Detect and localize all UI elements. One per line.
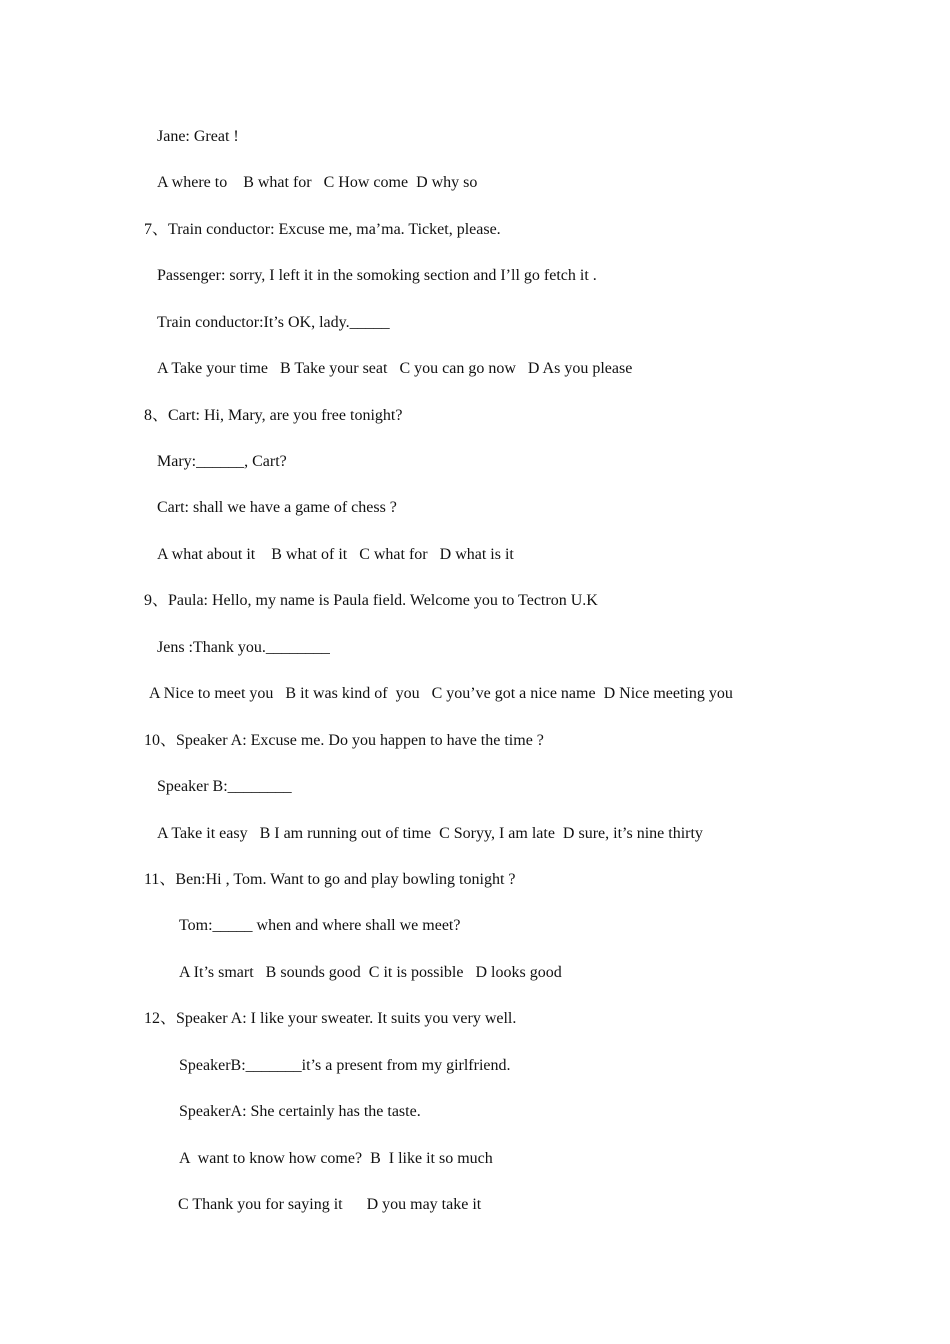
options-q7: A Take your time B Take your seat C you can go now D As you please: [157, 360, 633, 377]
question-10: 10、Speaker A: Excuse me. Do you happen to have the time ?: [144, 732, 544, 749]
options-q10: A Take it easy B I am running out of time C Soryy, I am late D sure, it’s nine thirty: [157, 825, 703, 842]
dialogue-line-conductor: Train conductor:It’s OK, lady._____: [157, 314, 390, 331]
dialogue-line-speaker-a-12: SpeakerA: She certainly has the taste.: [179, 1103, 421, 1120]
dialogue-line-mary: Mary:______, Cart?: [157, 453, 287, 470]
options-q12-cd: C Thank you for saying it D you may take it: [178, 1196, 482, 1213]
dialogue-line-passenger: Passenger: sorry, I left it in the somoking section and I’ll go fetch it .: [157, 267, 597, 284]
dialogue-line-speaker-b: Speaker B:________: [157, 778, 292, 795]
options-q9: A Nice to meet you B it was kind of you C you’ve got a nice name D Nice meeting you: [149, 685, 733, 702]
options-q12-ab: A want to know how come? B I like it so much: [179, 1150, 493, 1167]
question-9: 9、Paula: Hello, my name is Paula field. Welcome you to Tectron U.K: [144, 592, 598, 609]
dialogue-line-tom: Tom:_____ when and where shall we meet?: [179, 917, 461, 934]
dialogue-line-jane: Jane: Great !: [157, 128, 239, 145]
question-11: 11、Ben:Hi , Tom. Want to go and play bowling tonight ?: [144, 871, 516, 888]
options-q11: A It’s smart B sounds good C it is possible D looks good: [179, 964, 562, 981]
options-q8: A what about it B what of it C what for D what is it: [157, 546, 514, 563]
question-7: 7、Train conductor: Excuse me, ma’ma. Ticket, please.: [144, 221, 501, 238]
dialogue-line-speaker-b-12: SpeakerB:_______it’s a present from my girlfriend.: [179, 1057, 511, 1074]
question-8: 8、Cart: Hi, Mary, are you free tonight?: [144, 407, 403, 424]
dialogue-line-jens: Jens :Thank you.________: [157, 639, 330, 656]
question-12: 12、Speaker A: I like your sweater. It suits you very well.: [144, 1010, 517, 1027]
options-q6: A where to B what for C How come D why so: [157, 174, 478, 191]
dialogue-line-cart: Cart: shall we have a game of chess ?: [157, 499, 397, 516]
